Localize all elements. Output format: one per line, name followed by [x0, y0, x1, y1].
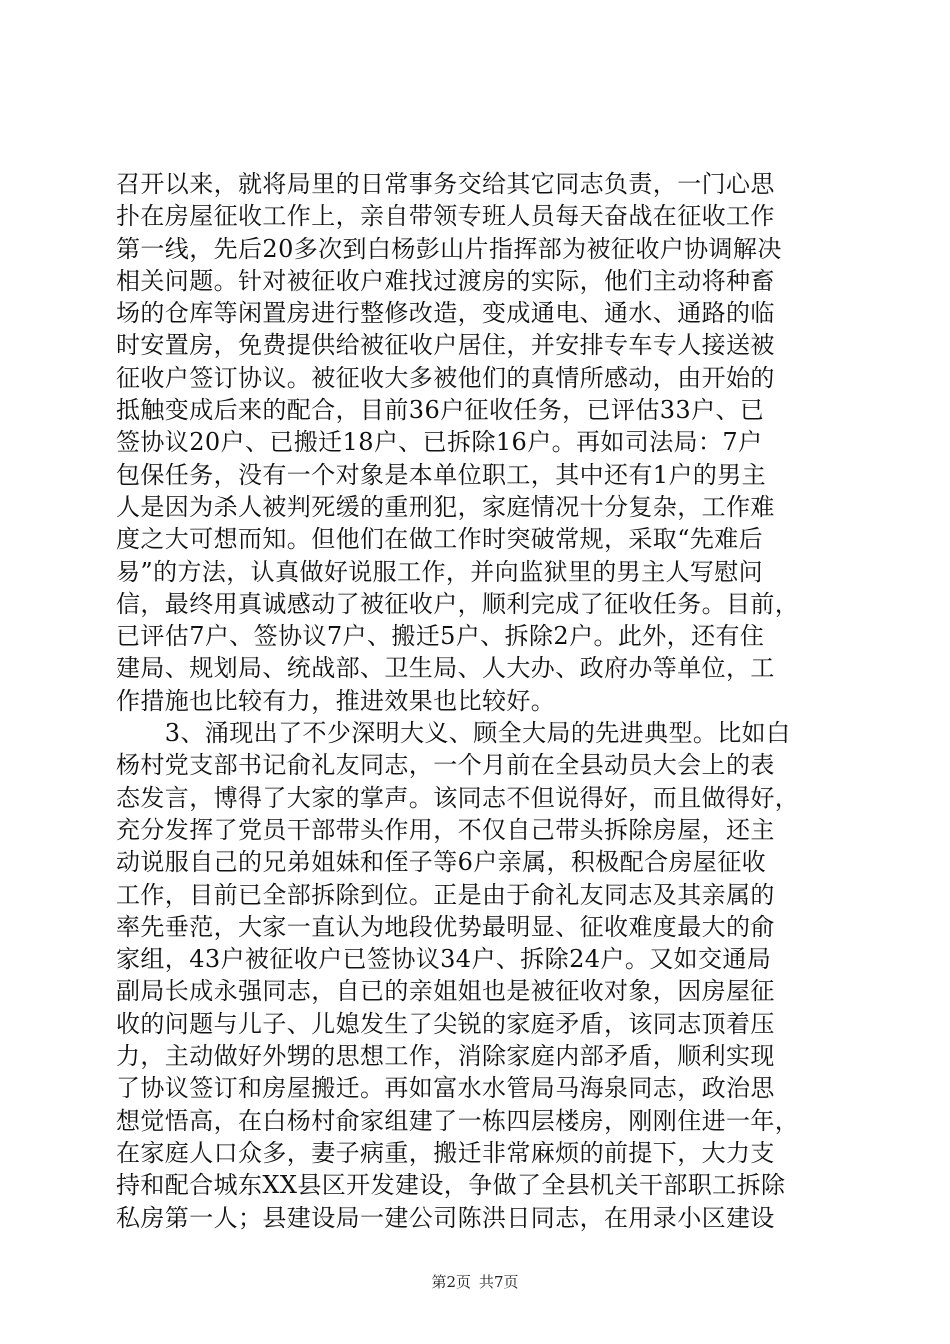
- text-line: 动说服自己的兄弟姐妹和侄子等6户亲属，积极配合房屋征收: [116, 848, 767, 877]
- text-line: 时安置房，免费提供给被征收户居住，并安排专车专人接送被: [116, 331, 775, 360]
- text-line: 已评估7户、签协议7户、搬迁5户、拆除2户。此外，还有住: [116, 622, 765, 651]
- text-line: 信，最终用真诚感动了被征收户，顺利完成了征收任务。目前，: [116, 589, 800, 618]
- text-line: 人是因为杀人被判死缓的重刑犯，家庭情况十分复杂，工作难: [116, 492, 775, 521]
- text-line: 充分发挥了党员干部带头作用，不仅自己带头拆除房屋，还主: [116, 815, 775, 844]
- text-line: 第一线，先后20多次到白杨彭山片指挥部为被征收户协调解决: [116, 234, 782, 263]
- text-line: 度之大可想而知。但他们在做工作时突破常规，采取“先难后: [116, 525, 764, 554]
- text-line: 包保任务，没有一个对象是本单位职工，其中还有1户的男主: [116, 460, 767, 489]
- text-line: 持和配合城东XX县区开发建设，争做了全县机关干部职工拆除: [116, 1171, 786, 1200]
- text-line: 征收户签订协议。被征收大多被他们的真情所感动，由开始的: [116, 363, 775, 392]
- page-footer: [0, 1271, 950, 1292]
- text-line: 相关问题。针对被征收户难找过渡房的实际，他们主动将种畜: [116, 266, 775, 295]
- text-line: 想觉悟高，在白杨村俞家组建了一栋四层楼房，刚刚住进一年，: [116, 1106, 800, 1135]
- text-line: 杨村党支部书记俞礼友同志，一个月前在全县动员大会上的表: [116, 751, 775, 780]
- text-line: 副局长成永强同志，自已的亲姐姐也是被征收对象，因房屋征: [116, 977, 775, 1006]
- text-line: 家组，43户被征收户已签协议34户、拆除24户。又如交通局: [116, 945, 772, 974]
- text-line: 私房第一人；县建设局一建公司陈洪日同志，在用录小区建设: [116, 1203, 775, 1232]
- text-line: 态发言，博得了大家的掌声。该同志不但说得好，而且做得好，: [116, 783, 800, 812]
- text-line: 签协议20户、已搬迁18户、已拆除16户。再如司法局：7户: [116, 428, 763, 457]
- text-line: 作措施也比较有力，推进效果也比较好。: [116, 686, 556, 715]
- text-line: 工作，目前已全部拆除到位。正是由于俞礼友同志及其亲属的: [116, 880, 775, 909]
- text-line: 扑在房屋征收工作上，亲自带领专班人员每天奋战在征收工作: [116, 202, 775, 231]
- text-line: 召开以来，就将局里的日常事务交给其它同志负责，一门心思: [116, 170, 775, 198]
- page-number: 第2页: [431, 1273, 471, 1291]
- text-line: 抵触变成后来的配合，目前36户征收任务，已评估33户、已: [116, 396, 765, 425]
- text-line: 3、涌现出了不少深明大义、顾全大局的先进典型。比如白: [116, 719, 791, 748]
- text-line: 收的问题与儿子、儿媳发生了尖锐的家庭矛盾，该同志顶着压: [116, 1009, 775, 1038]
- page-total: 共7页: [479, 1273, 519, 1291]
- text-line: 场的仓库等闲置房进行整修改造，变成通电、通水、通路的临: [116, 299, 775, 328]
- document-body: [116, 168, 836, 1234]
- text-line: 建局、规划局、统战部、卫生局、人大办、政府办等单位，工: [116, 654, 775, 683]
- text-line: 易”的方法，认真做好说服工作，并向监狱里的男主人写慰问: [116, 557, 764, 586]
- text-line: 力，主动做好外甥的思想工作，消除家庭内部矛盾，顺利实现: [116, 1042, 775, 1071]
- text-line: 了协议签订和房屋搬迁。再如富水水管局马海泉同志，政治思: [116, 1074, 775, 1103]
- text-line: 率先垂范，大家一直认为地段优势最明显、征收难度最大的俞: [116, 912, 775, 941]
- text-line: 在家庭人口众多，妻子病重，搬迁非常麻烦的前提下，大力支: [116, 1138, 775, 1167]
